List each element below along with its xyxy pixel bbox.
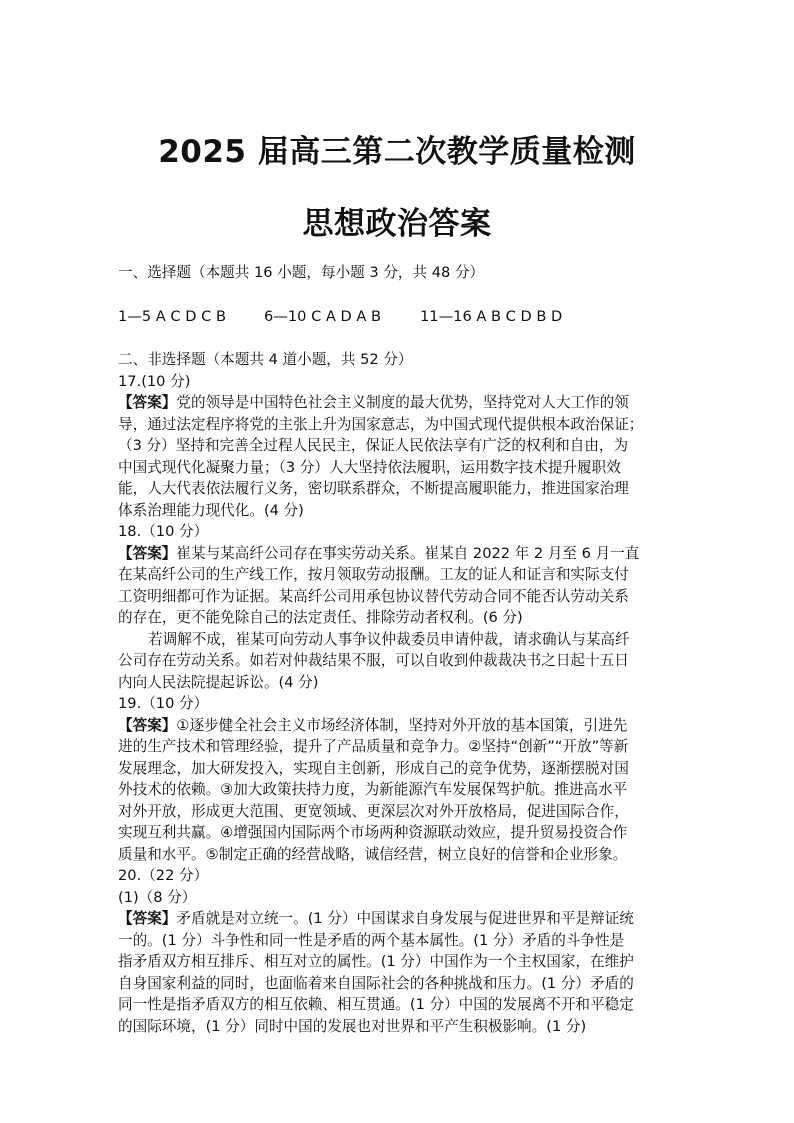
q17-line: （3 分）坚持和完善全过程人民民主，保证人民依法享有广泛的权利和自由，为 xyxy=(118,437,629,454)
q19-header: 19.（10 分） xyxy=(118,695,209,712)
q19-line: 进的生产技术和管理经验，提升了产品质量和竞争力。②坚持“创新”“开放”等新 xyxy=(118,738,629,755)
answer-group-2: 6—10 C A D A B xyxy=(264,307,382,325)
answer-tag: 【答案】 xyxy=(118,394,177,411)
q19-line: 发展理念，加大研发投入，实现自主创新，形成自己的竞争优势，逐渐摆脱对国 xyxy=(118,759,629,777)
answer-body xyxy=(118,262,678,1037)
q17-line: 导，通过法定程序将党的主张上升为国家意志，为中国式现代提供根本政治保证； xyxy=(118,415,644,433)
q17-line: 【答案】党的领导是中国特色社会主义制度的最大优势，坚持党对人大工作的领 xyxy=(118,394,629,411)
answer-tag: 【答案】 xyxy=(118,716,177,734)
q18-line: 【答案】崔某与某高纤公司存在事实劳动关系。崔某自 2022 年 2 月至 6 月一直 xyxy=(118,544,640,562)
q18-line: 内向人民法院提起诉讼。(4 分) xyxy=(118,673,319,691)
q20-line: 一的。(1 分）斗争性和同一性是矛盾的两个基本属性。(1 分）矛盾的斗争性是 xyxy=(118,931,625,949)
q19-line: 外技术的依赖。③加大政策扶持力度，为新能源汽车发展保驾护航。推进高水平 xyxy=(118,781,628,798)
q17-line: 能，人大代表依法履行义务，密切联系群众，不断提高履职能力，推进国家治理 xyxy=(118,480,629,497)
q19-line: 实现互利共赢。④增强国内国际两个市场两种资源联动效应，提升贸易投资合作 xyxy=(118,824,628,841)
q18-line: 在某高纤公司的生产线工作，按月领取劳动报酬。工友的证人和证言和实际支付 xyxy=(118,566,629,583)
q19-line: 【答案】①逐步健全社会主义市场经济体制，坚持对外开放的基本国策，引进先 xyxy=(118,716,628,734)
q20-line: 自身国家利益的同时，也面临着来自国际社会的各种挑战和压力。(1 分）矛盾的 xyxy=(118,974,634,992)
q18-line: 公司存在劳动关系。如若对仲裁结果不服，可以自收到仲裁裁决书之日起十五日 xyxy=(118,652,629,669)
q17-line: 中国式现代化凝聚力量；（3 分）人大坚持依法履职，运用数字技术提升履职效 xyxy=(118,458,621,476)
q17-header: 17.(10 分) xyxy=(118,372,191,390)
answer-group-1: 1—5 A C D C B xyxy=(118,307,226,325)
q20-subheader: (1)（8 分） xyxy=(118,888,197,906)
q20-header: 20.（22 分） xyxy=(118,867,209,884)
answer-tag: 【答案】 xyxy=(118,544,177,562)
q19-line: 对外开放，形成更大范围、更宽领域、更深层次对外开放格局，促进国际合作， xyxy=(118,802,629,820)
q18-line: 若调解不成，崔某可向劳动人事争议仲裁委员申请仲裁，请求确认与某高纤 xyxy=(148,630,630,648)
q20-line: 【答案】矛盾就是对立统一。(1 分）中国谋求自身发展与促进世界和平是辩证统 xyxy=(118,910,634,927)
q18-line: 工资明细都可作为证据。某高纤公司用承包协议替代劳动合同不能否认劳动关系 xyxy=(118,587,629,605)
page-title: 2025 届高三第二次教学质量检测 xyxy=(158,134,636,170)
section1-heading: 一、选择题（本题共 16 小题，每小题 3 分，共 48 分） xyxy=(118,264,485,281)
q18-header: 18.（10 分） xyxy=(118,523,209,540)
page-subtitle: 思想政治答案 xyxy=(302,206,492,242)
q19-line: 质量和水平。⑤制定正确的经营战略，诚信经营，树立良好的信誉和企业形象。 xyxy=(118,845,628,863)
answer-group-3: 11—16 A B C D B D xyxy=(420,307,563,325)
section2-heading: 二、非选择题（本题共 4 道小题，共 52 分） xyxy=(118,351,413,368)
q17-line: 体系治理能力现代化。(4 分) xyxy=(118,501,304,519)
answer-tag: 【答案】 xyxy=(118,910,177,927)
q18-line: 的存在，更不能免除自己的法定责任、排除劳动者权利。(6 分) xyxy=(118,609,523,626)
q20-line: 同一性是指矛盾双方的相互依赖、相互贯通。(1 分）中国的发展离不开和平稳定 xyxy=(118,996,634,1013)
choice-answers xyxy=(118,306,678,328)
q20-line: 的国际环境，(1 分）同时中国的发展也对世界和平产生积极影响。(1 分) xyxy=(118,1017,587,1035)
q20-line: 指矛盾双方相互排斥、相互对立的属性。(1 分）中国作为一个主权国家，在维护 xyxy=(118,953,634,970)
